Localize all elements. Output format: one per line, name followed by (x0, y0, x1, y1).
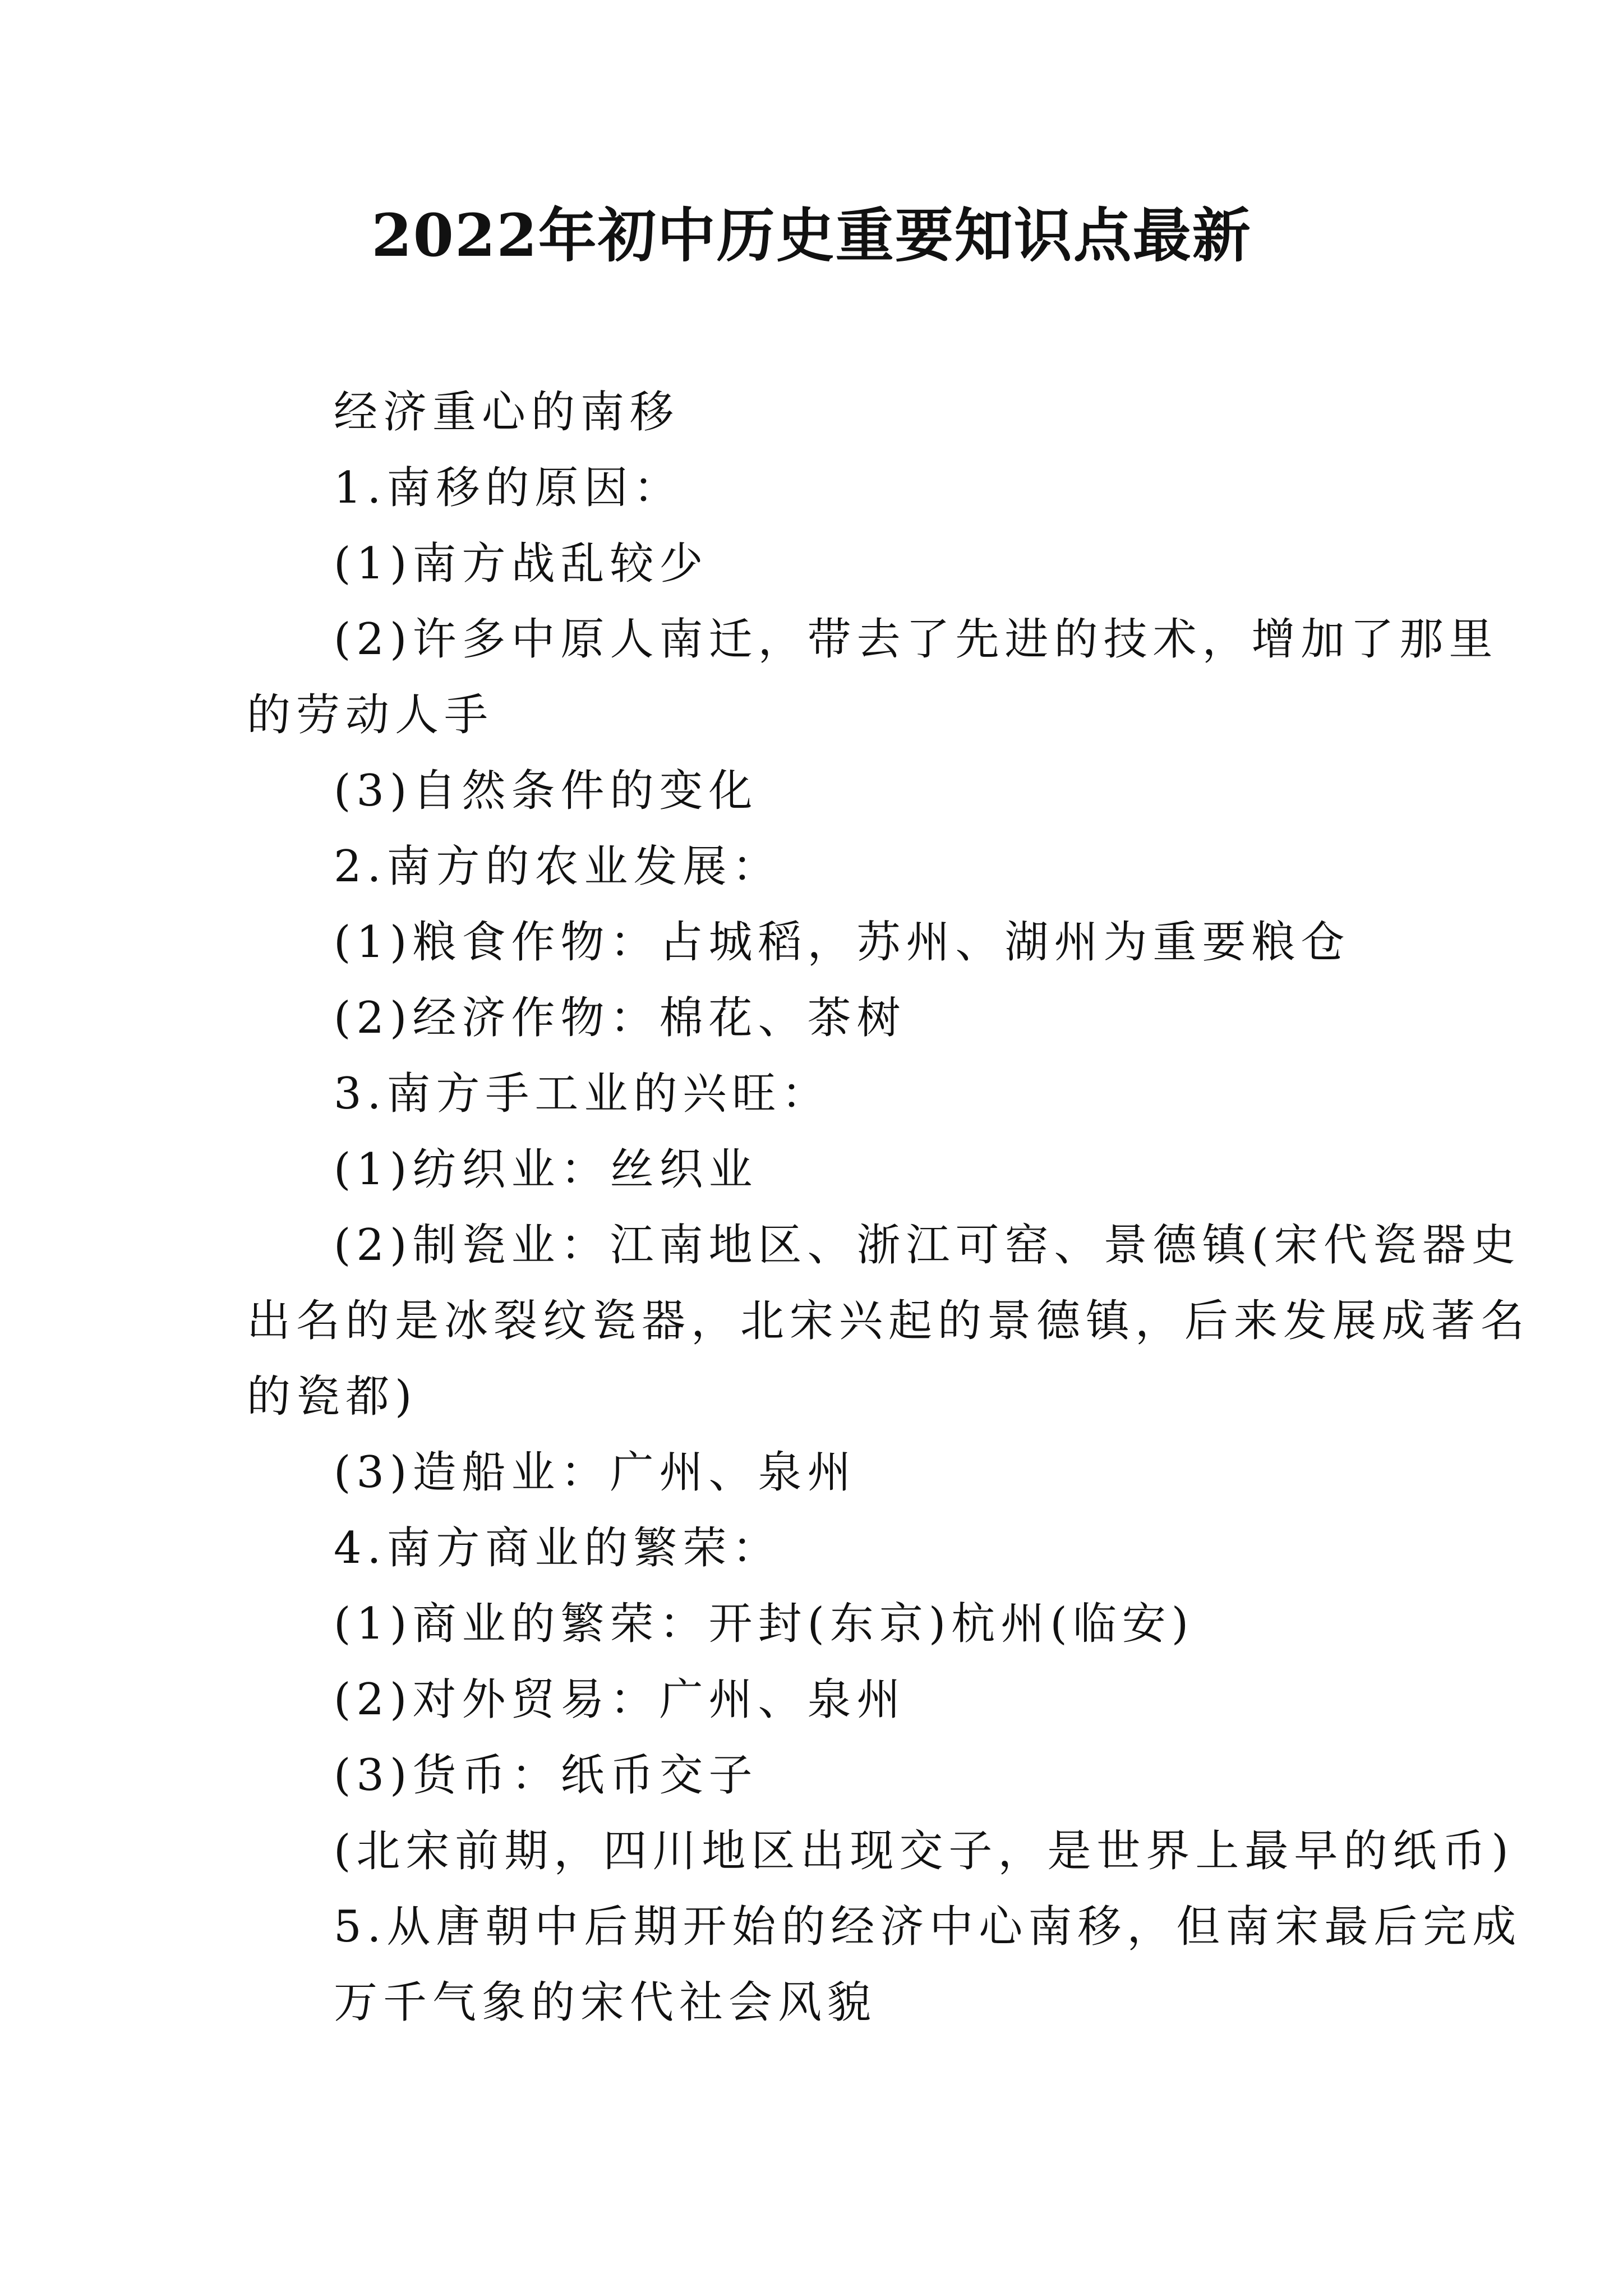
text-line: (1)纺织业：丝织业 (334, 1144, 758, 1195)
text-line: (1)南方战乱较少 (334, 539, 709, 589)
text-line: (北宋前期，四川地区出现交子，是世界上最早的纸币) (334, 1826, 1514, 1876)
text-line: 的瓷都) (247, 1372, 418, 1422)
text-line: 万千气象的宋代社会风貌 (334, 1977, 877, 2028)
text-line: (2)对外贸易：广州、泉州 (334, 1674, 906, 1725)
text-line: 4.南方商业的繁荣： (334, 1523, 782, 1573)
text-line: (2)经济作物：棉花、茶树 (334, 993, 906, 1043)
text-line: 1.南移的原因： (334, 463, 683, 513)
document-title: 2022年初中历史重要知识点最新 (371, 201, 1252, 270)
text-line: (2)许多中原人南迁，带去了先进的技术，增加了那里 (334, 614, 1498, 665)
text-line: (3)货币：纸币交子 (334, 1750, 758, 1801)
text-line: (1)粮食作物：占城稻，苏州、湖州为重要粮仓 (334, 917, 1350, 968)
section-heading: 经济重心的南移 (334, 387, 680, 438)
text-line: (3)造船业：广州、泉州 (334, 1447, 857, 1498)
text-line: 的劳动人手 (247, 690, 494, 740)
text-line: (2)制瓷业：江南地区、浙江可窑、景德镇(宋代瓷器史 (334, 1220, 1521, 1271)
text-line: 3.南方手工业的兴旺： (334, 1069, 831, 1119)
text-line: (1)商业的繁荣：开封(东京)杭州(临安) (334, 1599, 1195, 1649)
text-line: 2.南方的农业发展： (334, 841, 782, 892)
text-line: 出名的是冰裂纹瓷器，北宋兴起的景德镇，后来发展成著名 (247, 1296, 1530, 1346)
text-line: (3)自然条件的变化 (334, 766, 758, 816)
text-line: 5.从唐朝中后期开始的经济中心南移，但南宋最后完成 (334, 1902, 1522, 1952)
